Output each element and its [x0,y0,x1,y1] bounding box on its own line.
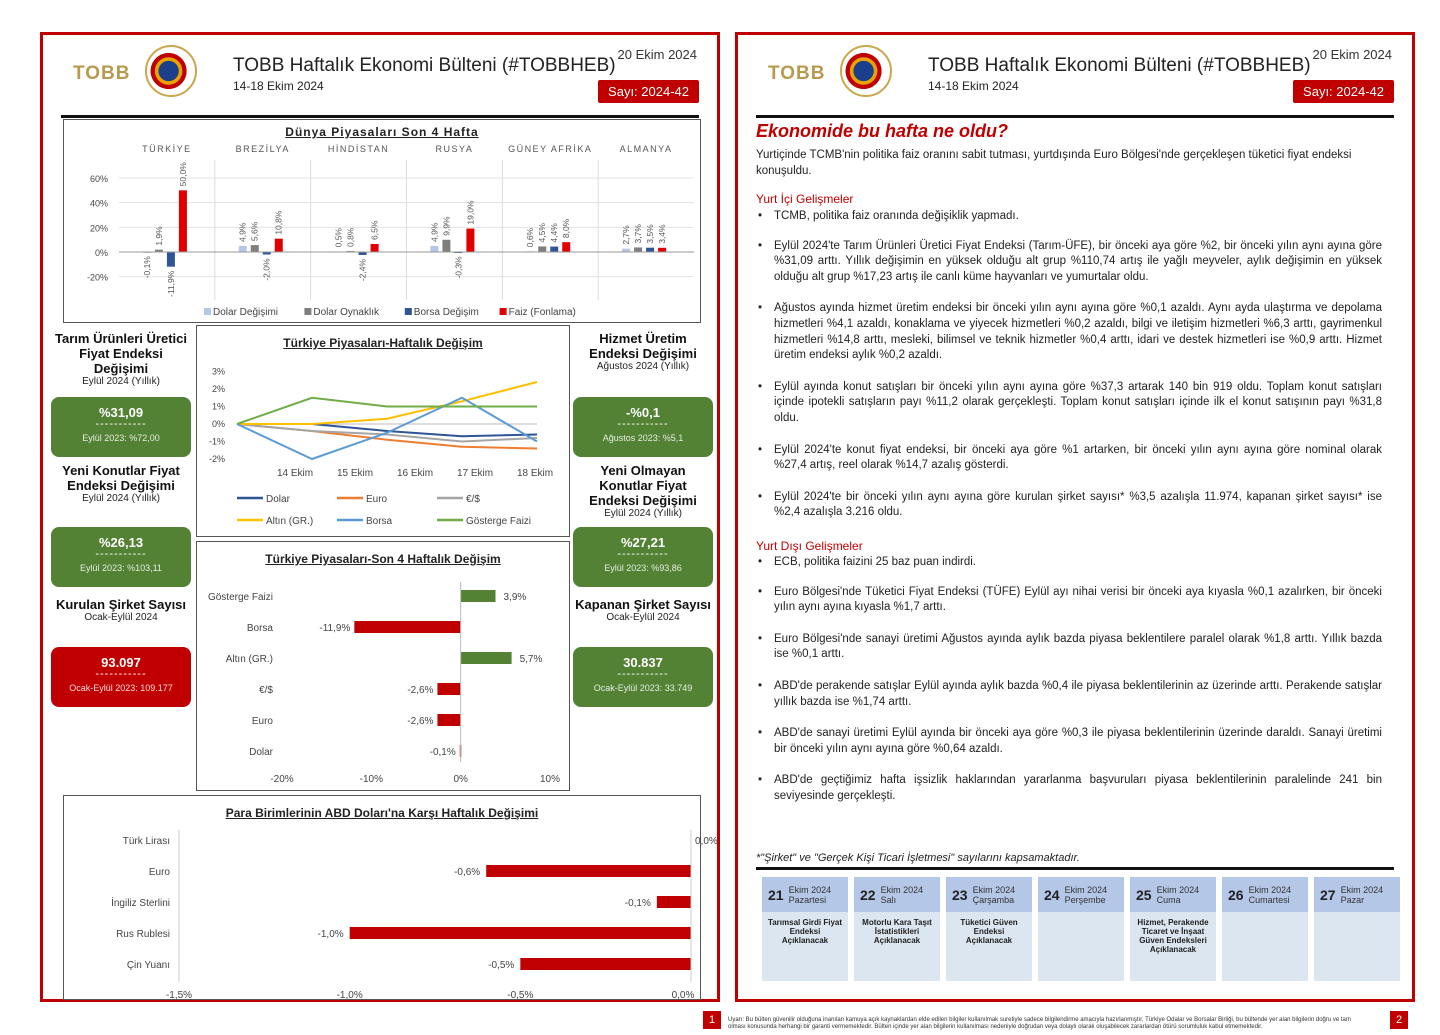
category-label: Borsa [246,623,273,634]
bar [371,244,379,252]
domestic-title: Yurt İçi Gelişmeler [756,192,854,206]
bar [550,247,558,252]
footnote: *"Şirket" ve "Gerçek Kişi Ticari İşletmesi" sayılarını kapsamaktadır. [756,852,1080,864]
day-name: Perşembe [1064,894,1106,905]
series-line [237,398,537,424]
bar [167,252,175,267]
category-label: Euro [251,716,273,727]
bar [354,621,460,633]
legend-swatch [405,308,412,315]
news-item: • Euro Bölgesi'nde Tüketici Fiyat Endeksi (TÜFE) Eylül ayı nihai verisi bir önceki aya kıyasla %0,1 azalırken, bir önceki yılın aynı ayına kıyasla %1,7 arttı. [756,585,1382,616]
x-tick-label: -1,0% [336,990,363,1001]
section-heading: Ekonomide bu hafta ne oldu? [756,121,1008,141]
data-label: 3,4% [657,224,668,244]
calendar-day-header [1314,877,1400,912]
day-label [1065,885,1108,905]
category-label: Gösterge Faizi [207,592,273,603]
data-label: 0,0% [695,836,718,847]
chart-title: Türkiye Piyasaları-Son 4 Haftalık Değişim [265,552,501,566]
bar [442,240,450,252]
calendar-event [1038,912,1124,918]
category-label: Altın (GR.) [225,654,273,665]
data-label: 4,9% [237,222,248,242]
day-number: 24 [1044,886,1060,903]
currency-vs-usd-chart [63,795,718,1001]
legend-label: Gösterge Faizi [466,516,532,527]
day-name: Pazar [1340,894,1365,905]
y-tick-label: -1% [208,436,225,447]
x-tick-label: -1,5% [165,990,193,1001]
data-label: 4,4% [549,223,560,243]
bar [657,896,691,908]
indicator-kapanan-sirket-title: Kapanan Şirket Sayısı Ocak-Eylül 2024 [575,597,711,623]
indicator-tarim-ufe-title: Tarım Ürünleri Üretici Fiyat Endeksi Değişimi Eylül 2024 (Yıllık) [55,331,187,387]
legend-label: Dolar Oynaklık [313,307,379,318]
news-item: • ECB, politika faizini 25 baz puan indirdi. [756,555,1382,571]
day-number: 25 [1136,886,1152,903]
news-item: • Eylül 2024'te Tarım Ürünleri Üretici Fiyat Endeksi (Tarım-ÜFE), bir önceki aya göre %2, bir önceki yılın aynı ayına göre %31,09 arttı. Yıllık değişimin en yüksek olduğu alt grup %110,74 artış ile yağlı meyveler, aylık değişimin en yüksek olduğu alt grup %17,23 artış ile canlı küme hayvanları ve yumurtalar oldu. [756,239,1382,286]
category-label: RUSYA [435,144,474,154]
calendar-day-header [1222,877,1308,912]
turkey-weekly-chart [196,325,570,537]
turkey-weekly-plot [197,326,568,534]
legend-label: Euro [366,494,388,505]
legend-label: Faiz (Fonlama) [508,307,576,318]
turkey-4week-plot [197,542,568,788]
legend-label: Borsa [366,516,393,527]
calendar-day [946,877,1032,981]
indicator-kurulan-sirket-title: Kurulan Şirket Sayısı Ocak-Eylül 2024 [55,597,187,623]
footnote-rule [756,867,1394,870]
bar [461,590,496,602]
calendar-day-header [1038,877,1124,912]
day-label [1341,885,1384,905]
bulletin-page-2 [728,32,1415,1030]
legend-swatch [304,308,311,315]
data-label: 1,9% [153,226,164,246]
data-label: 5,6% [249,221,260,242]
bar [634,247,642,252]
bar [538,246,546,252]
category-label: €/$ [259,685,273,696]
data-label: 0,8% [345,227,356,248]
calendar-day [762,877,848,981]
category-label: Dolar [249,747,273,758]
day-number: 27 [1320,886,1336,903]
data-label: 19,0% [465,200,476,225]
issue-badge: Sayı: 2024-42 [1293,80,1394,103]
y-tick-label: 0% [94,248,108,258]
indicator-kurulan-sirket-card: 93.097 ----------- Ocak-Eylül 2023: 109.177 [51,647,191,707]
disclaimer: Uyarı: Bu bülten güvenilir olduğuna inanılan kamuya açık kaynaklardan elde edilen bilgiler kullanılmak suretiyle sadece bilgilendirme amacıyla hazırlanmıştır. Türkiye Odalar ve Borsalar Birliği, bu bültende yer alan bilgilerin doğru ve tam olması konusunda herhangi bir garanti vermemektedir. Bülten içinde yer alan bilgilerin kullanılması nedeniyle doğrudan veya dolaylı olarak oluşabilecek zararlardan ötürü sorumluluk kabul etmemektedir. [728,1017,1351,1030]
news-item: • Eylül 2024'te konut fiyat endeksi, bir önceki aya göre %1 artarken, bir önceki yılın aynı ayına göre nominal olarak %27,4 artış, reel olarak %14,7 azalış gösterdi. [756,443,1382,474]
calendar-day-header [946,877,1032,912]
news-item: • Eylül ayında konut satışları bir önceki yılın aynı ayına göre %37,3 artarak 140 bin 919 oldu. Toplam konut satışları içinde ipotekli satışların payı %11,2 olarak gerçekleşti. Toplam konut satışları içinde ilk el konut satışının payı %31,8 oldu. [756,380,1382,427]
bar [486,865,691,877]
news-item: • Eylül 2024'te bir önceki yılın aynı ayına göre kurulan şirket sayısı* %3,5 azalışla 11.974, kapanan şirket sayısı* ise %2,4 azalışla 3.216 oldu. [756,490,1382,521]
day-month: Ekim 2024 [1248,884,1292,895]
x-tick-label: 17 Ekim [456,468,494,479]
data-label: 5,7% [519,654,543,665]
category-label: Türk Lirası [122,836,170,847]
data-label: 4,9% [429,222,440,242]
calendar-day-header [854,877,940,912]
day-label [973,885,1016,905]
category-label: ALMANYA [619,144,673,154]
chart-title: Para Birimlerinin ABD Doları'na Karşı Haftalık Değişimi [225,806,539,820]
data-label: 0,6% [525,227,536,248]
calendar-day [1038,877,1124,981]
legend-label: Altın (GR.) [266,516,314,527]
data-label: -0,1% [141,256,152,279]
header-rule [61,115,699,118]
data-label: 2,7% [621,225,632,245]
legend-swatch [204,308,211,315]
page-header [43,35,717,110]
domestic-list [756,209,1382,537]
day-name: Cumartesi [1248,894,1290,905]
day-label [881,885,924,905]
legend-swatch [500,308,507,315]
chart-title: Türkiye Piyasaları-Haftalık Değişim [283,336,483,350]
bar [658,248,666,252]
data-label: -0,1% [429,747,456,758]
bulletin-week: 14-18 Ekim 2024 [233,79,324,93]
data-label: 8,0% [561,218,572,239]
indicator-tarim-ufe-card: %31,09 ----------- Eylül 2023: %72,00 [51,397,191,457]
indicator-kapanan-sirket-card: 30.837 ----------- Ocak-Eylül 2023: 33.749 [573,647,713,707]
data-label: -0,3% [453,256,464,279]
page-header [738,35,1412,110]
data-label: -0,6% [454,867,481,878]
bulletin-week: 14-18 Ekim 2024 [928,79,1019,93]
calendar-day-header [762,877,848,912]
calendar-day [854,877,940,981]
x-tick-label: -10% [359,774,384,785]
weekly-calendar [762,877,1400,981]
data-label: -1,0% [317,929,344,940]
y-tick-label: 40% [89,198,108,209]
y-tick-label: 3% [211,366,225,377]
y-tick-label: 2% [211,384,225,394]
data-label: -11,9% [165,270,176,297]
data-label: 4,5% [537,223,548,243]
calendar-day [1222,877,1308,981]
turkey-4week-chart [196,541,570,791]
day-number: 23 [952,886,968,903]
legend-label: Borsa Değişim [413,307,479,318]
day-name: Salı [880,894,897,905]
x-tick-label: -0,5% [507,990,534,1001]
day-name: Cuma [1156,894,1181,905]
category-label: Euro [148,867,170,878]
calendar-event: Tarımsal Girdi Fiyat Endeksi Açıklanacak [767,918,843,945]
day-number: 21 [768,886,784,903]
day-month: Ekim 2024 [972,884,1016,895]
calendar-event: Motorlu Kara Taşıt İstatistikleri Açıklanacak [862,918,932,945]
news-item: • TCMB, politika faiz oranında değişiklik yapmadı. [756,209,1382,225]
y-tick-label: 20% [89,223,108,234]
data-label: -0,5% [488,960,515,971]
category-label: BREZİLYA [235,144,290,154]
day-name: Pazartesi [788,894,827,905]
category-label: Çin Yuanı [126,960,170,971]
calendar-day-header [1130,877,1216,912]
day-label [1157,885,1200,905]
calendar-event [1314,912,1400,918]
brand-wordmark: TOBB [73,63,131,84]
x-tick-label: 15 Ekim [336,468,374,479]
x-tick-label: 14 Ekim [276,468,314,479]
bulletin-date: 20 Ekim 2024 [1312,47,1392,62]
calendar-day [1130,877,1216,981]
world-markets-plot [64,120,699,320]
data-label: 3,7% [633,224,644,244]
y-tick-label: -20% [86,272,108,283]
category-label: İngiliz Sterlini [111,898,170,909]
x-tick-label: 10% [539,774,561,785]
category-label: GÜNEY AFRİKA [508,144,593,154]
bar [466,229,474,252]
data-label: 50,0% [177,162,188,187]
day-number: 22 [860,886,876,903]
bar [646,248,654,252]
bar [461,652,512,664]
day-month: Ekim 2024 [788,884,832,895]
data-label: 3,5% [645,224,656,244]
data-label: -2,6% [407,685,434,696]
day-month: Ekim 2024 [1156,884,1200,895]
day-name: Çarşamba [972,894,1015,905]
data-label: 6,5% [369,220,380,240]
x-tick-label: 18 Ekim [516,468,554,479]
bar [350,927,691,939]
header-rule [756,115,1394,118]
indicator-yeni-olmayan-konut-card: %27,21 ----------- Eylül 2023: %93,86 [573,527,713,587]
bar [562,242,570,252]
brand-wordmark: TOBB [768,63,826,84]
data-label: 9,9% [441,216,452,236]
indicator-hizmet-uretim-title: Hizmet Üretim Endeksi Değişimi Ağustos 2024 (Yıllık) [589,331,697,372]
legend-label: Dolar Değişimi [213,307,279,318]
y-tick-label: 1% [211,401,225,412]
news-item: • ABD'de perakende satışlar Eylül ayında aylık bazda %0,4 ile piyasa beklentilerinin az üzerinde arttı. Perakende satışlar yıllık bazda ise %1,74 arttı. [756,679,1382,710]
world-markets-chart [63,119,701,323]
chart-title: Dünya Piyasaları Son 4 Hafta [285,125,479,139]
news-item: • Ağustos ayında hizmet üretim endeksi bir önceki yılın aynı ayına göre %0,1 azaldı. Aynı ayda ulaştırma ve depolama hizmetleri %4,1 azaldı, konaklama ve yiyecek hizmetleri %0,2 azaldı, bilgi ve iletişim hizmetleri %6,3 arttı, gayrimenkul hizmetleri %14,8 arttı, mesleki, bilimsel ve teknik hizmetler %0,4 arttı, idari ve destek hizmetleri ise %0,9 arttı. Hizmet üretim endeksi aylık %0,2 azaldı. [756,301,1382,363]
tobb-seal-icon [145,45,197,97]
x-tick-label: 16 Ekim [396,468,434,479]
foreign-title: Yurt Dışı Gelişmeler [756,539,863,553]
data-label: -0,1% [624,898,651,909]
news-item: • ABD'de geçtiğimiz hafta işsizlik haklarından yararlanma başvuruları piyasa beklentilerinin paralelinde 241 bin seviyesinde gerçekleşti. [756,773,1382,804]
indicator-yeni-konut-card: %26,13 ----------- Eylül 2023: %103,11 [51,527,191,587]
bar [239,246,247,252]
data-label: 0,5% [333,228,344,248]
bar [437,683,460,695]
bar [179,190,187,252]
bar [251,245,259,252]
data-label: 3,9% [503,592,527,603]
legend-label: Dolar [266,494,290,505]
x-tick-label: 0% [453,774,468,785]
intro-paragraph: Yurtiçinde TCMB'nin politika faiz oranını sabit tutması, yurtdışında Euro Bölgesi'nde gerçekleşen tüketici fiyat endeksi konuşuldu. [756,149,1352,177]
y-tick-label: 60% [89,174,108,184]
data-label: -2,6% [407,716,434,727]
category-label: Rus Rublesi [116,929,170,940]
bulletin-title: TOBB Haftalık Ekonomi Bülteni (#TOBBHEB) [928,55,1311,76]
news-item: • Euro Bölgesi'nde sanayi üretimi Ağustos ayında aylık bazda piyasa beklentilere paralel olarak %1,8 arttı. Yıllık bazda ise %0,1 arttı. [756,632,1382,663]
bulletin-date: 20 Ekim 2024 [617,47,697,62]
day-month: Ekim 2024 [1340,884,1384,895]
legend-label: €/$ [466,494,480,505]
calendar-event: Tüketici Güven Endeksi Açıklanacak [960,918,1018,945]
bar [430,246,438,252]
data-label: -2,4% [357,258,368,282]
x-tick-label: 0,0% [671,990,695,1001]
calendar-day [1314,877,1400,981]
y-tick-label: 0% [211,419,225,429]
indicator-hizmet-uretim-card: -%0,1 ----------- Ağustos 2023: %5,1 [573,397,713,457]
news-item: • ABD'de sanayi üretimi Eylül ayında bir önceki aya göre %0,3 ile piyasa beklentilerinin üzerinde daraldı. Sanayi üretimi bir önceki yılın aynı ayına göre %0,64 azaldı. [756,726,1382,757]
bulletin-title: TOBB Haftalık Ekonomi Bülteni (#TOBBHEB) [233,55,616,76]
day-number: 26 [1228,886,1244,903]
calendar-event [1222,912,1308,918]
bar [275,239,283,252]
data-label: -11,9% [319,623,351,634]
currency-vs-usd-plot [64,796,718,1001]
tobb-seal-icon [840,45,892,97]
day-month: Ekim 2024 [1064,884,1108,895]
bulletin-page-1 [40,32,720,1026]
issue-badge: Sayı: 2024-42 [598,80,699,103]
page-number: 1 [703,1011,721,1029]
category-label: HİNDİSTAN [327,144,390,154]
y-tick-label: -2% [208,454,225,464]
series-line [237,382,537,424]
data-label: 10,8% [273,210,284,235]
category-label: TÜRKİYE [142,144,192,154]
x-tick-label: -20% [270,774,294,785]
foreign-list [756,555,1382,821]
day-month: Ekim 2024 [880,884,924,895]
indicator-yeni-konut-title: Yeni Konutlar Fiyat Endeksi Değişimi Eylül 2024 (Yıllık) [62,463,180,504]
indicator-yeni-olmayan-konut-title: Yeni Olmayan Konutlar Fiyat Endeksi Değişimi Eylül 2024 (Yıllık) [589,463,697,519]
data-label: -2,0% [261,258,272,281]
day-label [789,885,832,905]
day-label [1249,885,1292,905]
calendar-event: Hizmet, Perakende Ticaret ve İnşaat Güven Endeksleri Açıklanacak [1137,918,1209,954]
bar [520,958,691,970]
page-number: 2 [1390,1011,1408,1029]
bar [437,714,460,726]
